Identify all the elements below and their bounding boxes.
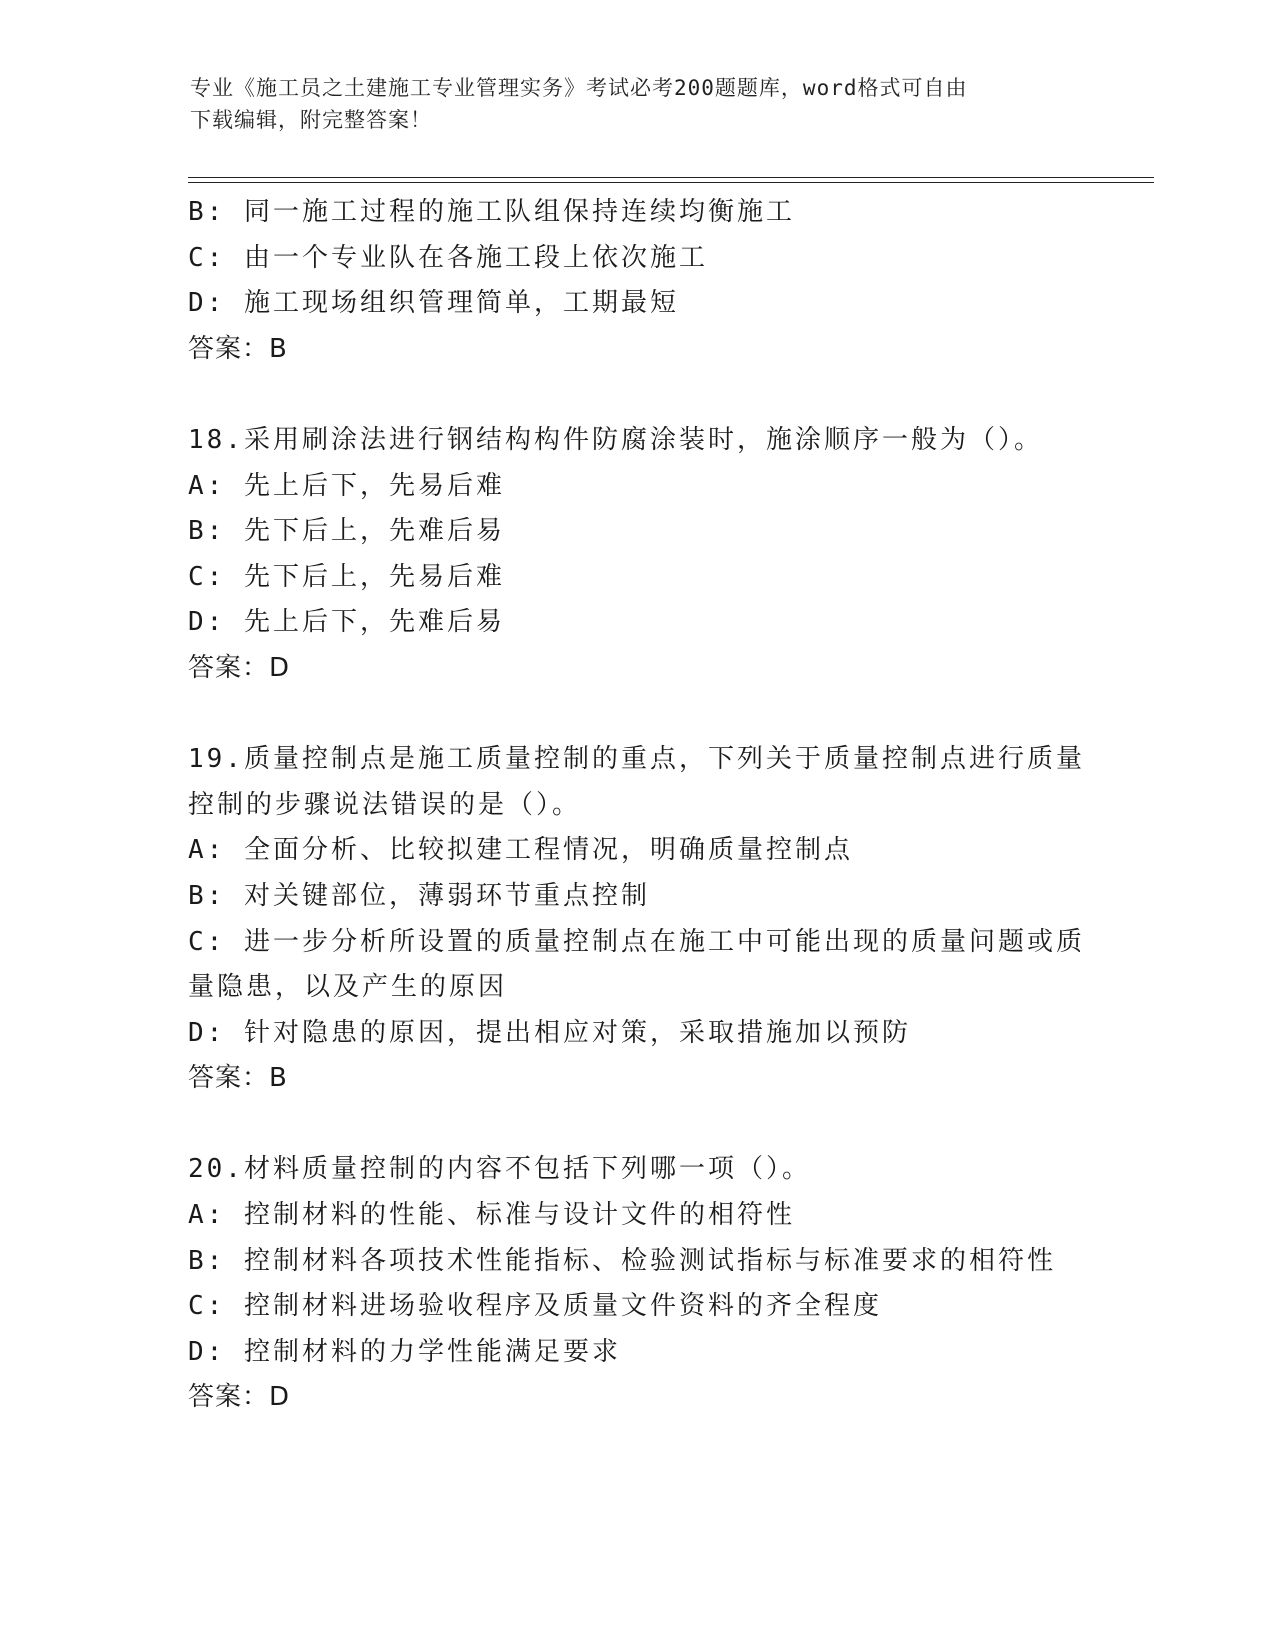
question-17-continued	[188, 190, 1088, 372]
option-c: C: 控制材料进场验收程序及质量文件资料的齐全程度	[188, 1291, 882, 1322]
question-18	[188, 418, 1088, 692]
option-c: C: 进一步分析所设置的质量控制点在施工中可能出现的质量问题或质	[188, 926, 1085, 957]
header-divider-top	[188, 177, 1154, 178]
option-a: A: 先上后下，先易后难	[188, 470, 505, 501]
option-d: D: 针对隐患的原因，提出相应对策，采取措施加以预防	[188, 1017, 911, 1048]
option-c: C: 由一个专业队在各施工段上依次施工	[188, 242, 708, 273]
option-a: A: 控制材料的性能、标准与设计文件的相符性	[188, 1200, 795, 1231]
question-stem: 18.采用刷涂法进行钢结构构件防腐涂装时，施涂顺序一般为（）。	[188, 424, 1043, 455]
document-header	[190, 72, 1090, 136]
spacer	[188, 1102, 1088, 1148]
option-d: D: 施工现场组织管理简单，工期最短	[188, 288, 679, 319]
question-stem: 19.质量控制点是施工质量控制的重点，下列关于质量控制点进行质量	[188, 744, 1085, 775]
option-d: D: 先上后下，先难后易	[188, 607, 505, 638]
option-c: C: 先下后上，先易后难	[188, 561, 505, 592]
option-b: B: 对关键部位，薄弱环节重点控制	[188, 880, 650, 911]
header-line-2: 下载编辑，附完整答案！	[190, 108, 432, 132]
answer-line: 答案：B	[188, 333, 288, 364]
question-stem: 20.材料质量控制的内容不包括下列哪一项（）。	[188, 1154, 811, 1185]
question-stem-continued: 控制的步骤说法错误的是（）。	[188, 789, 582, 820]
spacer	[188, 372, 1088, 418]
answer-line: 答案：D	[188, 652, 291, 683]
option-b: B: 先下后上，先难后易	[188, 516, 505, 547]
answer-line: 答案：B	[188, 1063, 288, 1094]
question-19	[188, 737, 1088, 1102]
header-line-1: 专业《施工员之土建施工专业管理实务》考试必考200题题库，word格式可自由	[190, 76, 968, 100]
question-20	[188, 1147, 1088, 1421]
document-body	[188, 190, 1088, 1421]
option-b: B: 同一施工过程的施工队组保持连续均衡施工	[188, 197, 795, 227]
spacer	[188, 692, 1088, 738]
option-d: D: 控制材料的力学性能满足要求	[188, 1336, 621, 1367]
answer-line: 答案：D	[188, 1382, 291, 1413]
header-divider-bottom	[188, 182, 1154, 183]
option-b: B: 控制材料各项技术性能指标、检验测试指标与标准要求的相符性	[188, 1245, 1056, 1276]
option-a: A: 全面分析、比较拟建工程情况，明确质量控制点	[188, 835, 853, 866]
option-c-continued: 量隐患，以及产生的原因	[188, 972, 508, 1003]
